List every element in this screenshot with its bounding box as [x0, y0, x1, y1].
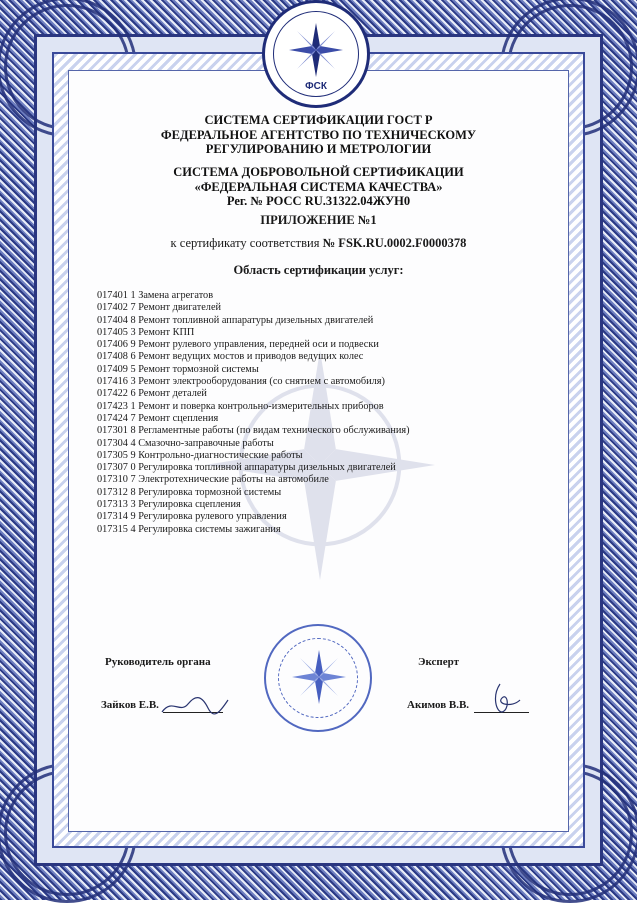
- head-signature: [160, 694, 230, 718]
- system-line: «ФЕДЕРАЛЬНАЯ СИСТЕМА КАЧЕСТВА»: [194, 179, 443, 194]
- head-label: Руководитель органа: [105, 656, 211, 668]
- list-item: 017307 0 Регулировка топливной аппаратуры дизельных двигателей: [97, 462, 396, 474]
- system-line: СИСТЕМА ДОБРОВОЛЬНОЙ СЕРТИФИКАЦИИ: [173, 165, 464, 179]
- registration-number: Рег. № РОСС RU.31322.04ЖУН0: [226, 194, 411, 208]
- list-item: 017304 4 Смазочно-заправочные работы: [97, 437, 274, 449]
- services-list: [97, 290, 497, 536]
- list-item: 017409 5 Ремонт тормозной системы: [97, 363, 259, 375]
- list-item: 017424 7 Ремонт сцепления: [97, 412, 219, 424]
- header-line: РЕГУЛИРОВАНИЮ И МЕТРОЛОГИИ: [205, 142, 432, 156]
- header-line: ФЕДЕРАЛЬНОЕ АГЕНТСТВО ПО ТЕХНИЧЕСКОМУ: [160, 127, 477, 142]
- list-item: 017310 7 Электротехнические работы на автомобиле: [97, 474, 329, 486]
- system-header: [80, 165, 557, 209]
- list-item: 017423 1 Ремонт и поверка контрольно-измерительных приборов: [97, 400, 384, 412]
- expert-signature: [482, 682, 522, 718]
- list-item: 017404 8 Ремонт топливной аппаратуры дизельных двигателей: [97, 314, 374, 326]
- header-line: СИСТЕМА СЕРТИФИКАЦИИ ГОСТ Р: [204, 113, 433, 127]
- list-item: 017301 8 Регламентные работы (по видам технического обслуживания): [97, 425, 410, 437]
- seal-compass-icon: [290, 648, 348, 706]
- gost-header: [80, 113, 557, 157]
- certificate-prefix: к сертификату соответствия: [170, 236, 320, 250]
- fsk-logo: [262, 0, 370, 108]
- official-seal: [264, 624, 372, 732]
- compass-rose-icon: [287, 21, 345, 79]
- list-item: 017314 9 Регулировка рулевого управления: [97, 511, 287, 523]
- list-item: 017402 7 Ремонт двигателей: [97, 302, 222, 314]
- expert-label: Эксперт: [418, 656, 460, 668]
- list-item: 017406 9 Ремонт рулевого управления, передней оси и подвески: [97, 339, 379, 351]
- certificate-reference: [80, 236, 557, 251]
- list-item: 017305 9 Контрольно-диагностические работы: [97, 449, 303, 461]
- list-item: 017312 8 Регулировка тормозной системы: [97, 486, 282, 498]
- logo-abbreviation: ФСК: [305, 81, 327, 92]
- list-item: 017422 6 Ремонт деталей: [97, 388, 207, 400]
- certificate-number: № FSK.RU.0002.F0000378: [322, 236, 467, 250]
- head-name: Зайков Е.В.: [101, 699, 159, 711]
- list-item: 017408 6 Ремонт ведущих мостов и приводов ведущих колес: [97, 351, 364, 363]
- list-item: 017401 1 Замена агрегатов: [97, 290, 214, 301]
- expert-name: Акимов В.В.: [407, 699, 470, 711]
- list-item: 017313 3 Регулировка сцепления: [97, 499, 241, 511]
- list-item: 017405 3 Ремонт КПП: [97, 326, 195, 338]
- annex-title: ПРИЛОЖЕНИЕ №1: [260, 213, 377, 227]
- scope-title: Область сертификации услуг:: [233, 263, 404, 277]
- list-item: 017416 3 Ремонт электрооборудования (со снятием с автомобиля): [97, 376, 385, 388]
- list-item: 017315 4 Регулировка системы зажигания: [97, 523, 281, 535]
